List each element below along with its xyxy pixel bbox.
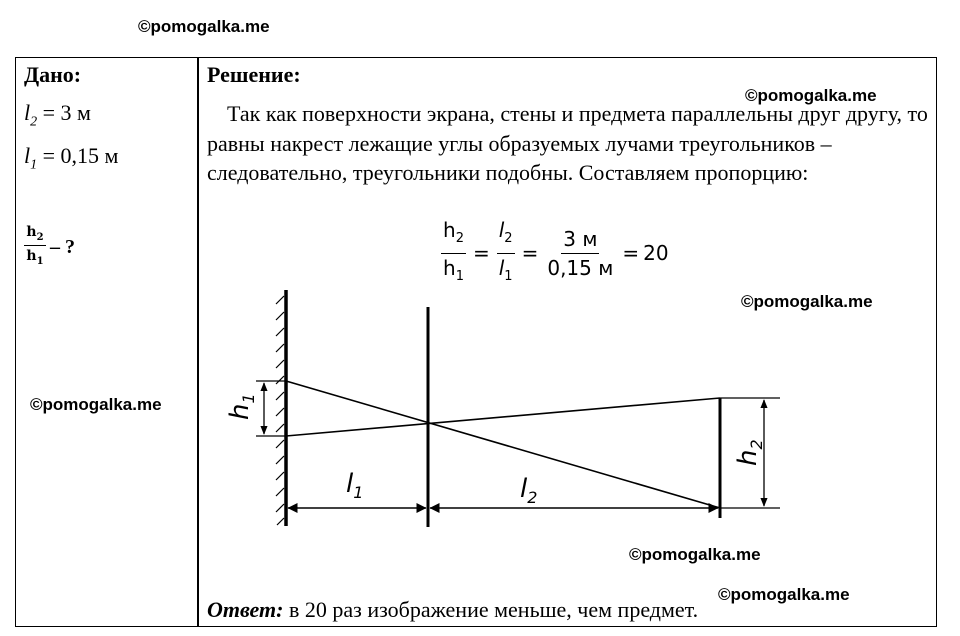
screen-hatching [276, 296, 284, 525]
solution-text: Так как поверхности экрана, стены и предмета параллельны друг другу, то равны накрест лежащие углы образуемых лучами треугольников – следовательно, треугольники подобны. Составляем пропорцию: [207, 101, 928, 185]
answer: Ответ: в 20 раз изображение меньше, чем предмет. [207, 597, 699, 622]
solution-title: Решение: [207, 62, 301, 87]
watermark: ©pomogalka.me [30, 395, 162, 414]
given-l1: $l_1 = 0,15$ м [24, 143, 119, 173]
proportion-formula: $\frac{h_2}{h_1}$ = $\frac{l_2}{l_1}$ = $\frac{3 м}{0,15 м}$ = 20 [443, 217, 669, 284]
watermark: ©pomogalka.me [629, 545, 761, 564]
question-fraction: $\frac{h_2}{h_1}$ [24, 224, 46, 267]
ray-bottom [286, 398, 720, 436]
h1-label: $h_1$ [225, 393, 258, 420]
l1-label: $l_1$ [346, 469, 364, 502]
h2-label: $h_2$ [733, 439, 766, 466]
question-mark: – ? [50, 236, 75, 258]
watermark: ©pomogalka.me [745, 86, 877, 105]
watermark: ©pomogalka.me [741, 292, 873, 311]
given-title: Дано: [24, 62, 82, 87]
l2-label: $l_2$ [520, 474, 538, 507]
given-l2: $l_2 = 3$ м [24, 100, 91, 130]
watermark: ©pomogalka.me [718, 585, 850, 604]
watermark: ©pomogalka.me [138, 17, 270, 36]
